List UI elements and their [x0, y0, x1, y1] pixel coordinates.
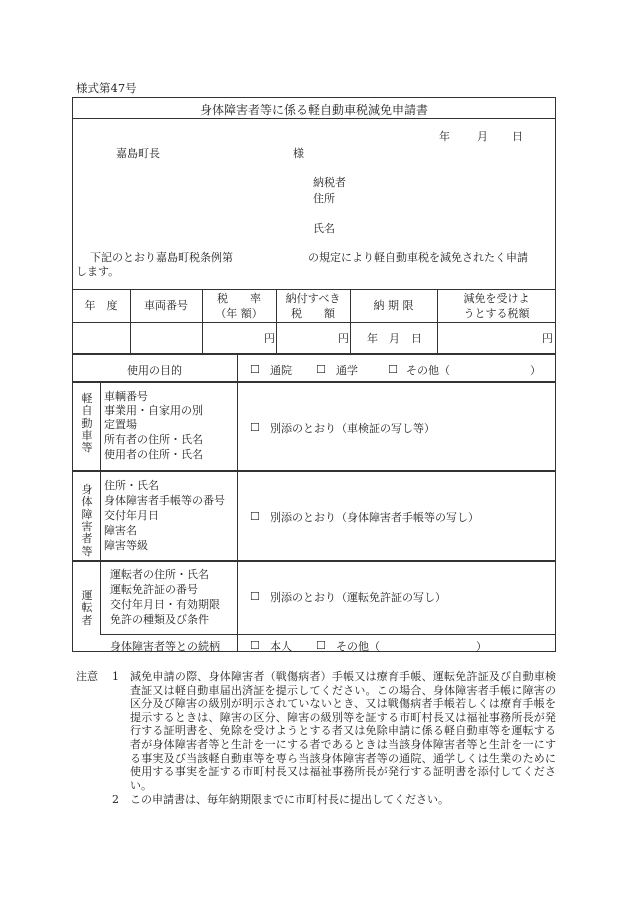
vehicle-divider: [72, 470, 556, 472]
driver-item: 運転者の住所・氏名: [110, 568, 209, 581]
header-exempt-amount: うとする税額: [463, 307, 530, 320]
content-column-divider: [237, 354, 238, 652]
relation-label: 身体障害者等との続柄: [110, 640, 220, 653]
form-title: 身体障害者等に係る軽自動車税減免申請書: [199, 103, 428, 117]
tax-table-top: [72, 289, 556, 290]
vehicle-item: 使用者の住所・氏名: [104, 448, 203, 461]
form-number: 様式第47号: [76, 81, 137, 95]
checkbox-commute-school[interactable]: ☐: [316, 363, 326, 376]
header-vehicle-number: 車両番号: [144, 299, 188, 312]
vehicle-item: 事業用・自家用の別: [104, 404, 203, 417]
vehicle-side-label: 軽自動車等: [81, 392, 93, 455]
driver-item: 免許の種類及び条件: [110, 613, 209, 626]
request-text-2: の規定により軽自動車税を減免されたく申請: [308, 251, 528, 264]
purpose-label: 使用の目的: [127, 364, 182, 377]
tax-table-header-divider: [72, 322, 556, 323]
driver-item: 交付年月日・有効期限: [110, 598, 220, 611]
option-school: 通学: [336, 364, 358, 377]
option-other-close: ）: [530, 364, 541, 377]
checkbox-commute-hospital[interactable]: ☐: [250, 363, 260, 376]
checkbox-driver-attachment[interactable]: ☐: [250, 590, 260, 603]
due-date-parts: 年 月 日: [367, 332, 422, 345]
header-rate: 税 率: [217, 292, 261, 305]
driver-item: 運転免許証の番号: [110, 583, 198, 596]
tax-col-divider: [350, 289, 351, 354]
purpose-divider: [72, 381, 556, 383]
title-divider: [72, 118, 556, 119]
disabled-item: 障害等級: [104, 539, 148, 552]
header-exempt: 減免を受けよ: [463, 292, 530, 305]
addressee-honorific: 様: [293, 147, 304, 160]
taxpayer-address-label: 住所: [313, 192, 335, 205]
checkbox-self[interactable]: ☐: [250, 639, 260, 652]
note-number-2: 2: [112, 793, 119, 806]
checkbox-disabled-attachment[interactable]: ☐: [250, 510, 260, 523]
relation-other: その他（: [336, 640, 380, 653]
driver-side-label: 運転者: [81, 589, 93, 627]
relation-self: 本人: [270, 640, 292, 653]
notes-label: 注意: [76, 670, 98, 683]
checkbox-vehicle-attachment[interactable]: ☐: [250, 421, 260, 434]
addressee-name: 嘉島町長: [116, 147, 160, 160]
header-tax-due: 納付すべき: [285, 292, 341, 305]
tax-due-yen: 円: [338, 332, 349, 345]
note-1: 減免申請の際、身体障害者（戦傷病者）手帳又は療育手帳、運転免許証及び自動車検査証又は軽自動車届出済証を提示してください。この場合、身体障害者手帳に障害の区分及び障害の級別が明示されていないとき、又は戦傷病者手帳若しくは療育手帳を提示するときは、障害の区分、障害の級別等を証する市町村長又は福祉事務所長が発行する証明書を、免除を受けようとする者又は免除申請に係る軽自動車等を運転する者が身体障害者等と生計を一にする者であるときは当該身体障害者等と生計を一にする事実及び当該軽自動車等を専ら当該身体障害者等の通院、通学しくは生業のために使用する事実を証する市町村長又は福祉事務所長が発行する証明書を添付してください。: [130, 670, 556, 792]
tax-col-divider: [130, 289, 131, 354]
vehicle-attachment: 別添のとおり（車検証の写し等）: [270, 422, 435, 435]
tax-table-bottom: [72, 353, 556, 355]
disabled-attachment: 別添のとおり（身体障害者手帳等の写し）: [270, 511, 479, 524]
disabled-item: 住所・氏名: [104, 479, 159, 492]
driver-attachment: 別添のとおり（運転免許証の写し）: [270, 591, 446, 604]
header-rate-annual: （年 額）: [215, 307, 263, 320]
vehicle-item: 定置場: [104, 418, 137, 431]
side-label-divider: [100, 382, 101, 635]
date-year: 年: [439, 130, 450, 143]
disabled-item: 障害名: [104, 524, 137, 537]
vehicle-item: 所有者の住所・氏名: [104, 433, 203, 446]
disabled-side-label: 身体障害者等: [81, 483, 93, 558]
disabled-divider: [72, 560, 556, 562]
request-text-1: 下記のとおり嘉島町税条例第: [90, 251, 233, 264]
request-text-3: します。: [76, 265, 120, 278]
header-year: 年 度: [84, 299, 118, 312]
note-2: この申請書は、毎年納期限までに市町村長に提出してください。: [130, 793, 449, 806]
disabled-item: 交付年月日: [104, 509, 159, 522]
exempt-yen: 円: [542, 332, 553, 345]
taxpayer-label: 納税者: [313, 176, 346, 189]
disabled-item: 身体障害者手帳等の番号: [104, 494, 225, 507]
checkbox-other[interactable]: ☐: [388, 363, 398, 376]
option-other: その他（: [406, 364, 450, 377]
option-hospital: 通院: [270, 364, 292, 377]
header-tax-amount: 税 額: [291, 307, 335, 320]
checkbox-relation-other[interactable]: ☐: [316, 639, 326, 652]
header-due-date: 納 期 限: [373, 299, 414, 312]
date-day: 日: [512, 130, 523, 143]
date-month: 月: [477, 130, 488, 143]
relation-divider: [100, 634, 556, 635]
note-number-1: 1: [112, 670, 119, 683]
taxpayer-name-label: 氏名: [313, 222, 335, 235]
relation-other-close: ）: [476, 640, 487, 653]
vehicle-item: 車輌番号: [104, 390, 148, 403]
rate-yen: 円: [264, 332, 275, 345]
